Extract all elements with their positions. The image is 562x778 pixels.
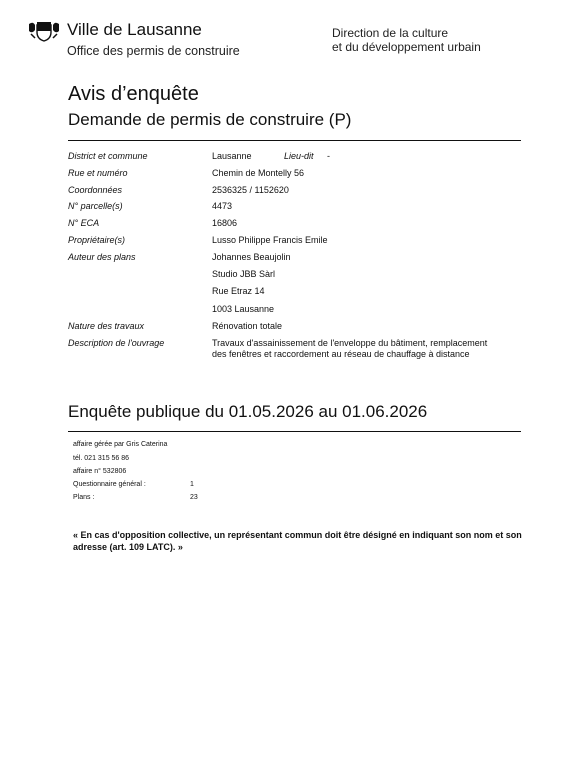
page-title: Avis d’enquête [68, 83, 199, 105]
nature-value: Rénovation totale [212, 321, 283, 331]
auteur-line: 1003 Lausanne [212, 304, 275, 314]
description-line: Travaux d'assainissement de l'enveloppe du bâtiment, remplacement [212, 338, 488, 348]
page-subtitle: Demande de permis de construire (P) [68, 110, 352, 129]
enquete-period: Enquête publique du 01.05.2026 au 01.06.2026 [68, 402, 428, 421]
contact-tel: tél. 021 315 56 86 [73, 455, 130, 462]
title-divider [68, 140, 521, 141]
department-name [332, 27, 481, 54]
auteur-line: Studio JBB Sàrl [212, 269, 276, 279]
eca-label: N° ECA [68, 218, 100, 228]
district-value: Lausanne [212, 151, 252, 161]
plans-label: Plans : [73, 494, 95, 501]
district-label: District et commune [68, 151, 148, 161]
auteur-line: Johannes Beaujolin [212, 252, 291, 262]
lausanne-coat-of-arms-logo [26, 20, 62, 42]
opposition-note: « En cas d'opposition collective, un représentant commun doit être désigné en indiquant son nom et son adresse (art. 109 LATC). » [73, 530, 522, 552]
questionnaire-label: Questionnaire général : [73, 481, 146, 488]
description-line: des fenêtres et raccordement au réseau de chauffage à distance [212, 348, 470, 359]
office-name: Office des permis de construire [67, 44, 240, 58]
coordonnees-label: Coordonnées [68, 185, 123, 195]
auteur-label: Auteur des plans [68, 252, 136, 262]
auteur-line: Rue Etraz 14 [212, 286, 265, 296]
coordonnees-value: 2536325 / 1152620 [212, 185, 289, 195]
rue-label: Rue et numéro [68, 168, 128, 178]
plans-value: 23 [190, 494, 198, 501]
nature-label: Nature des travaux [68, 321, 145, 331]
rue-value: Chemin de Montelly 56 [212, 168, 305, 178]
parcelle-label: N° parcelle(s) [68, 201, 123, 211]
eca-value: 16806 [212, 218, 238, 228]
city-name: Ville de Lausanne [67, 20, 202, 39]
lieu-dit-value: - [327, 151, 330, 161]
department-line-1: Direction de la culture [332, 26, 449, 40]
contact-geree: affaire gérée par Gris Caterina [73, 441, 168, 448]
enquete-divider [68, 431, 521, 432]
description-label: Description de l'ouvrage [68, 338, 165, 348]
description-value [212, 338, 530, 359]
proprietaire-label: Propriétaire(s) [68, 235, 126, 245]
department-line-2: et du développement urbain [332, 39, 481, 54]
parcelle-value: 4473 [212, 201, 233, 211]
questionnaire-value: 1 [190, 481, 194, 488]
proprietaire-value: Lusso Philippe Francis Emile [212, 235, 328, 245]
lieu-dit-label: Lieu-dit [284, 151, 314, 161]
contact-affaire: affaire n° 532806 [73, 468, 127, 475]
